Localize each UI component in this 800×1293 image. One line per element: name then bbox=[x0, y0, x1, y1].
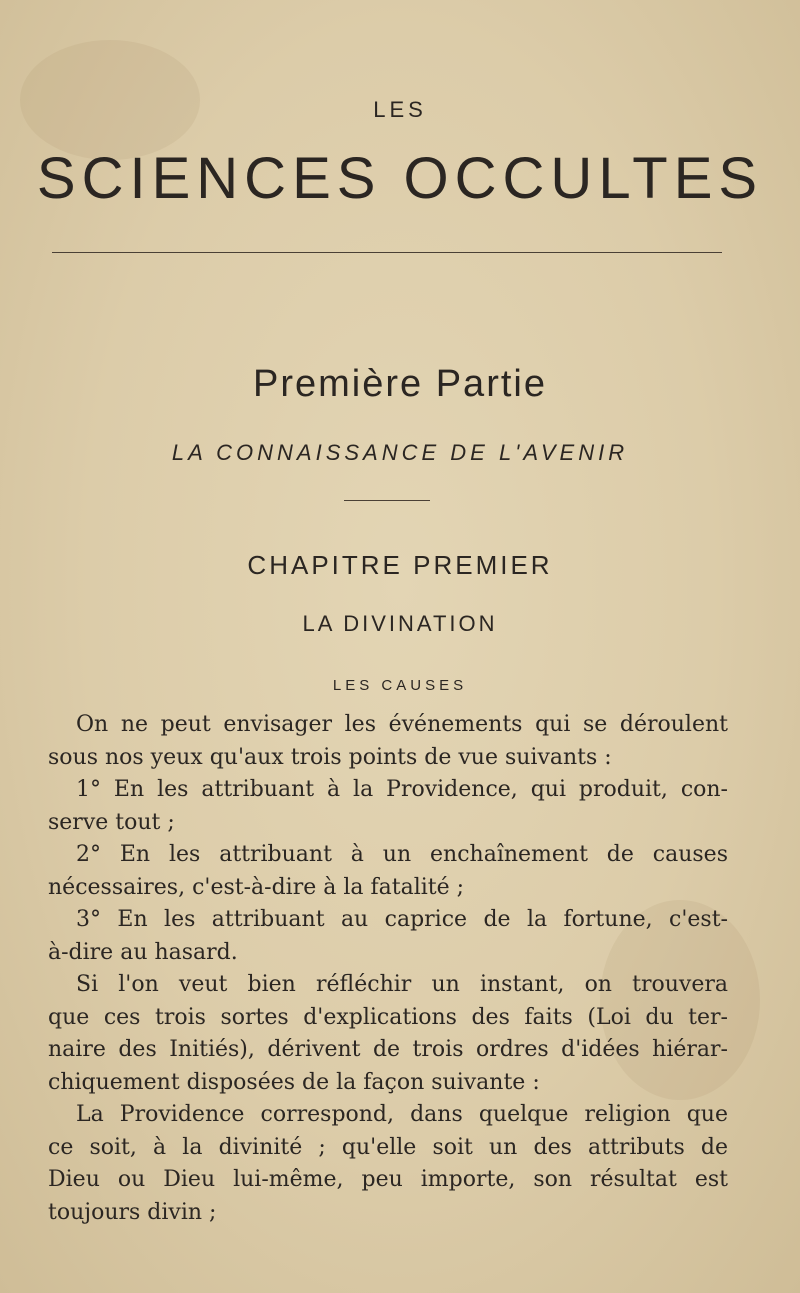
part-subtitle: LA CONNAISSANCE DE L'AVENIR bbox=[171, 440, 629, 465]
body-text bbox=[48, 709, 728, 1229]
text-line: toujours divin ; bbox=[48, 1199, 217, 1225]
title-rule bbox=[52, 252, 722, 253]
text-line: nécessaires, c'est-à-dire à la fatalité ; bbox=[48, 874, 465, 900]
text-line: ce soit, à la divinité ; qu'elle soit un des attributs de bbox=[48, 1134, 728, 1160]
text-line: On ne peut envisager les événements qui se déroulent bbox=[76, 712, 728, 737]
part-title: Première Partie bbox=[253, 363, 547, 405]
text-line: à-dire au hasard. bbox=[48, 939, 238, 965]
text-line: Dieu ou Dieu lui-même, peu importe, son résultat est bbox=[48, 1167, 728, 1192]
text-line: La Providence correspond, dans quelque religion que bbox=[76, 1102, 728, 1127]
text-line: serve tout ; bbox=[48, 809, 175, 835]
section-title: LA DIVINATION bbox=[302, 611, 498, 636]
text-line: sous nos yeux qu'aux trois points de vue suivants : bbox=[48, 744, 612, 770]
book-title: SCIENCES OCCULTES bbox=[36, 146, 764, 211]
text-line: 1° En les attribuant à la Providence, qui produit, con- bbox=[76, 777, 728, 802]
text-line: chiquement disposées de la façon suivante : bbox=[48, 1069, 540, 1095]
text-line: que ces trois sortes d'explications des faits (Loi du ter- bbox=[48, 1004, 728, 1030]
subsection-title: LES CAUSES bbox=[332, 677, 468, 694]
text-line: naire des Initiés), dérivent de trois ordres d'idées hiérar- bbox=[48, 1037, 728, 1062]
text-line: Si l'on veut bien réfléchir un instant, on trouvera bbox=[76, 972, 728, 997]
pre-title: LES bbox=[373, 97, 427, 122]
section-divider bbox=[344, 500, 430, 501]
text-line: 2° En les attribuant à un enchaînement de causes bbox=[76, 842, 728, 867]
text-line: 3° En les attribuant au caprice de la fortune, c'est- bbox=[76, 907, 728, 932]
chapter-title: CHAPITRE PREMIER bbox=[247, 550, 553, 580]
